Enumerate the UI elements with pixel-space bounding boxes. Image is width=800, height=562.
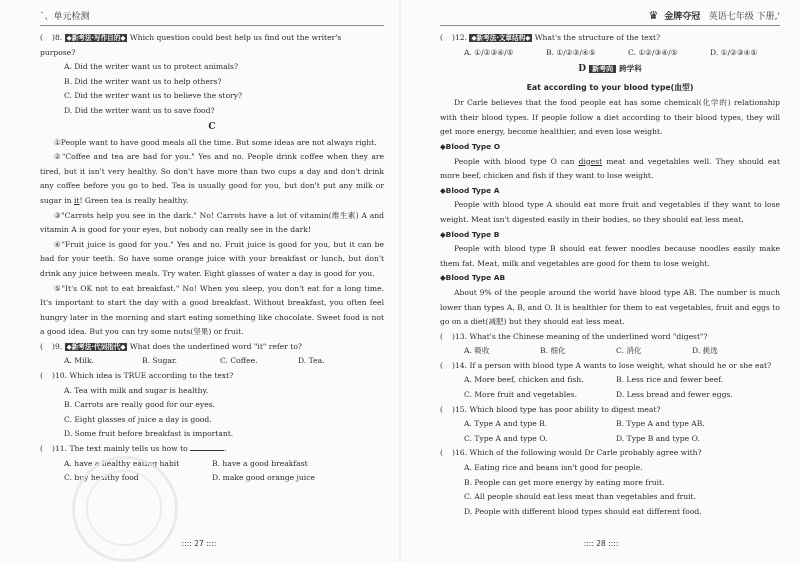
passage-c-paragraph: ⑤"It's OK not to eat breakfast." No! When you sleep, you don't eat for a long time. It's important to start the day with a good breakfast. Without breakfast, you often feel hungry later in the morning and start eating something like chocolate. Sweet food is not a good idea. But you can try some nuts(坚果) or fruit. xyxy=(40,283,384,337)
watermark-seal-inner xyxy=(86,470,162,546)
option: C. buy healthy food xyxy=(64,473,139,483)
passage-c-paragraph: ①People want to have good meals all the time. But some ideas are not always right. xyxy=(54,137,377,147)
page-number: :::: 28 :::: xyxy=(583,539,619,548)
option: A. Eating rice and beans isn't good for people. xyxy=(464,463,643,473)
option: A. have a healthy eating habit xyxy=(64,458,180,468)
question-8: ( )8. ◆新考法·写作目的◆ Which question could best help us find out the writer's xyxy=(40,33,342,42)
question-16: ( )16. Which of the following would Dr Carle probably agree with? xyxy=(440,448,702,458)
passage-c-paragraph: ②"Coffee and tea are bad for you." Yes and no. People drink coffee when they are tired, but it isn't very healthy. So don't have more than two cups a day and don't drink any coffee before you go to bed. Tea is usually good for you, but don't put any milk or sugar in it! Green tea is really healthy. xyxy=(40,152,384,205)
blood-type-text: People with blood type O can digest meat and vegetables well. They should eat more beef, chicken and fish if they want to lose weight. xyxy=(440,156,781,181)
option: C. More fruit and vegetables. xyxy=(464,390,577,400)
question-13: ( )13. What's the Chinese meaning of the underlined word "digest"? xyxy=(440,331,708,341)
option: D. make good orange juice xyxy=(212,473,315,483)
options-row xyxy=(464,417,780,432)
header-rule xyxy=(40,25,384,26)
options-row xyxy=(464,388,780,403)
unit-title: `、单元检测 xyxy=(40,11,90,22)
question-tag: ◆新考法·写作目的◆ xyxy=(66,34,126,42)
option: B. Did the writer want us to help others? xyxy=(64,76,222,86)
options-row xyxy=(464,344,780,359)
option: B. Sugar. xyxy=(142,356,178,366)
option: C. 消化 xyxy=(616,346,642,356)
course-title: 英语七年级 下册,' xyxy=(708,11,780,22)
option: B. Less rice and fewer beef. xyxy=(616,375,724,385)
option: C. ①②/③④/⑤ xyxy=(628,47,678,57)
section-c-heading: C xyxy=(208,121,216,132)
option: D. ①/②③④⑤ xyxy=(710,47,758,57)
question-tag: ◆新考法·代词指代◆ xyxy=(66,342,126,351)
answer-blank xyxy=(190,450,224,451)
option: A. Tea with milk and sugar is healthy. xyxy=(64,385,209,395)
option: C. Coffee. xyxy=(220,356,258,366)
blood-type-heading: ◆Blood Type O xyxy=(440,141,501,151)
brand-name: 金牌夺冠 xyxy=(664,11,701,22)
option: D. Type B and type O. xyxy=(616,433,700,443)
page-fold xyxy=(399,0,401,562)
option: C. Eight glasses of juice a day is good. xyxy=(64,414,212,424)
options-row xyxy=(464,432,780,447)
question-tag: ◆新考法·文章结构◆ xyxy=(471,34,531,42)
option: A. ①/②③④/⑤ xyxy=(464,47,514,57)
option: C. Type A and type O. xyxy=(464,433,548,443)
option: A. Milk. xyxy=(64,356,94,366)
header-rule xyxy=(440,25,780,26)
option: B. have a good breakfast xyxy=(212,458,308,468)
blood-type-text: People with blood type A should eat more fruit and vegetables if they want to lose weight. Meat isn't digested easily in their bodies, so they should eat less meat. xyxy=(440,200,780,224)
question-11: ( )11. The text mainly tells us how to . xyxy=(40,444,227,454)
option: B. ①/②③/④⑤ xyxy=(546,47,596,57)
option: A. Did the writer want us to protect animals? xyxy=(64,62,239,72)
question-8-cont: purpose? xyxy=(40,47,76,57)
left-header xyxy=(40,6,384,24)
page-number: :::: 27 :::: xyxy=(181,539,217,548)
section-tag: 新考向 xyxy=(589,65,616,73)
question-9: ( )9. ◆新考法·代词指代◆ What does the underlined word "it" refer to? xyxy=(40,341,302,351)
option: D. People with different blood types should eat different food. xyxy=(464,506,702,516)
option: C. Did the writer want us to believe the story? xyxy=(64,91,243,101)
passage-c-paragraph: ③"Carrots help you see in the dark." No! Carrots have a lot of vitamin(维生素) A and vitamin A is good for your eyes, but nobody can really see in the dark! xyxy=(40,210,384,235)
right-page xyxy=(402,0,800,562)
option: D. 挑选 xyxy=(692,346,718,356)
option: B. Type A and type AB. xyxy=(616,419,705,429)
option: B. Carrots are really good for our eyes. xyxy=(64,400,216,410)
option: A. 吸收 xyxy=(464,346,490,356)
section-d-heading: D 新考向 跨学科 xyxy=(578,64,642,75)
options-row xyxy=(464,46,780,61)
blood-type-text: About 9% of the people around the world have blood type AB. The number is much lower than types A, B, and O. It is healthier for them to eat vegetables, fruit and eggs to go on a diet(减肥) but they should eat less meat. xyxy=(440,287,780,327)
blood-type-text: People with blood type B should eat fewer noodles because noodles easily make them fat. Meat, milk and vegetables are good for them to lose weight. xyxy=(440,244,780,268)
option: D. Tea. xyxy=(298,356,325,366)
passage-c-paragraph: ④"Fruit juice is good for you." Yes and no. Fruit juice is good for you, but it can be bad for your teeth. So have some orange juice with your breakfast or lunch, but don't drink any juice between meals. Try water. Eight glasses of water a day is good for you. xyxy=(40,239,384,278)
passage-d-intro: Dr Carle believes that the food people eat has some chemical(化学的) relationship with their blood types. If people follow a diet according to their blood types, they will get more energy, become healthier, and even lose weight. xyxy=(440,98,780,137)
option: B. 细化 xyxy=(540,346,566,356)
option: A. Type A and type B. xyxy=(464,419,548,429)
option: D. Less bread and fewer eggs. xyxy=(616,390,733,400)
option: D. Some fruit before breakfast is important. xyxy=(64,429,234,439)
blood-type-heading: ◆Blood Type AB xyxy=(440,273,506,283)
option: B. People can get more energy by eating more fruit. xyxy=(464,477,665,487)
option: A. More beef, chicken and fish. xyxy=(464,375,584,385)
crown-icon: ♛ xyxy=(648,8,659,22)
options-row xyxy=(464,373,780,388)
question-10: ( )10. Which idea is TRUE according to the text? xyxy=(40,371,234,381)
question-14: ( )14. If a person with blood type A wants to lose weight, what should he or she eat? xyxy=(440,360,772,370)
blood-type-heading: ◆Blood Type B xyxy=(440,229,500,239)
left-page xyxy=(0,0,398,562)
option: D. Did the writer want us to save food? xyxy=(64,105,215,115)
question-15: ( )15. Which blood type has poor ability to digest meat? xyxy=(440,404,661,414)
right-header xyxy=(440,6,780,24)
option: C. All people should eat less meat than vegetables and fruit. xyxy=(464,492,697,502)
question-12: ( )12. ◆新考法·文章结构◆ What's the structure of the text? xyxy=(440,33,661,42)
options-row xyxy=(64,354,384,369)
blood-type-heading: ◆Blood Type A xyxy=(440,185,500,195)
passage-d-title: Eat according to your blood type(血型) xyxy=(526,83,694,93)
